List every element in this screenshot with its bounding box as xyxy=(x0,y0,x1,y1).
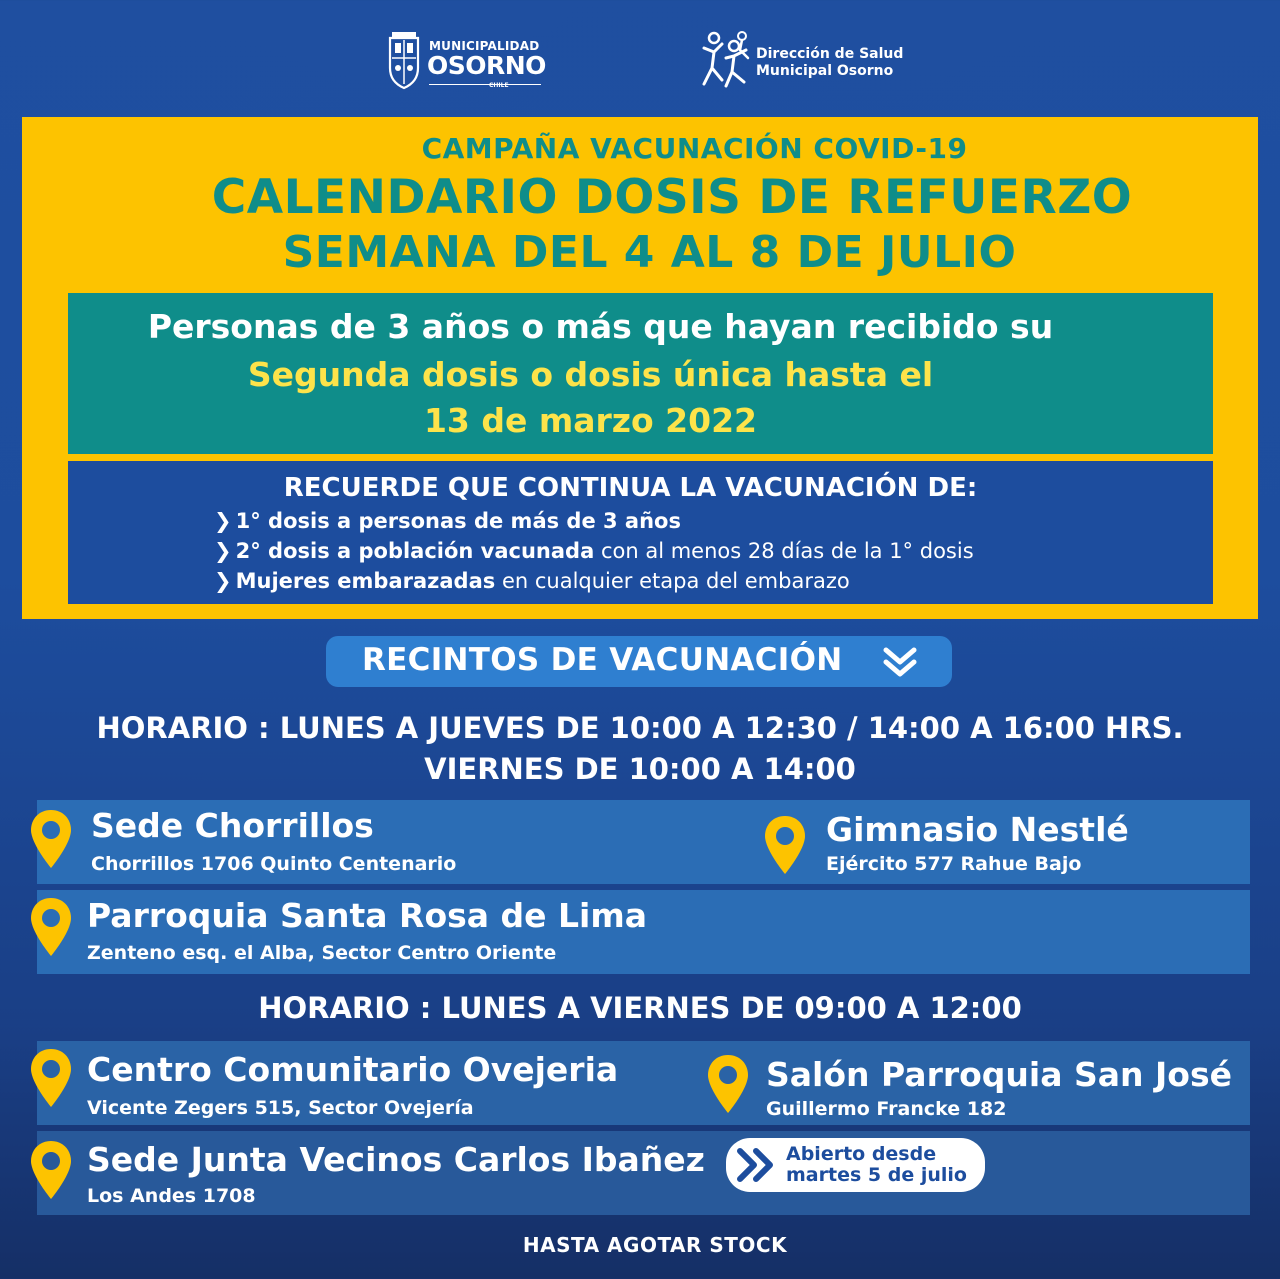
chevron-right-icon: ❯ xyxy=(214,569,232,593)
location-name: Salón Parroquia San José xyxy=(766,1055,1232,1094)
location-address: Chorrillos 1706 Quinto Centenario xyxy=(91,853,457,875)
open-date-badge xyxy=(726,1138,985,1192)
chevron-right-icon: ❯ xyxy=(214,509,232,533)
reminder-item xyxy=(214,539,974,563)
campaign-week: SEMANA DEL 4 AL 8 DE JULIO xyxy=(282,227,1017,278)
location-row xyxy=(37,800,1250,884)
location-row xyxy=(37,890,1250,974)
location-row xyxy=(37,1041,1250,1125)
recintos-header xyxy=(326,636,952,687)
campaign-kicker: CAMPAÑA VACUNACIÓN COVID-19 xyxy=(421,132,968,165)
reminder-title: RECUERDE QUE CONTINUA LA VACUNACIÓN DE: xyxy=(283,473,978,503)
location-pin-icon xyxy=(706,1053,750,1115)
municipality-rule xyxy=(429,84,541,85)
schedule-1-line1: HORARIO : LUNES A JUEVES DE 10:00 A 12:30 / 14:00 A 16:00 HRS. xyxy=(96,711,1184,745)
municipality-line1: MUNICIPALIDAD xyxy=(429,39,540,53)
location-pin-icon xyxy=(29,1047,73,1109)
reminder-item-bold: 1° dosis a personas de más de 3 años xyxy=(235,509,681,533)
health-figures-icon xyxy=(700,28,754,90)
open-badge-line2: martes 5 de julio xyxy=(786,1164,967,1186)
location-name: Sede Junta Vecinos Carlos Ibañez xyxy=(87,1140,705,1179)
location-row xyxy=(37,1131,1250,1215)
location-name: Sede Chorrillos xyxy=(91,806,374,845)
location-pin-icon xyxy=(29,1139,73,1201)
location-name: Gimnasio Nestlé xyxy=(826,810,1129,849)
double-chevron-down-icon xyxy=(882,646,918,678)
location-pin-icon xyxy=(763,814,807,876)
health-dept-line2: Municipal Osorno xyxy=(756,63,894,79)
target-line1: Personas de 3 años o más que hayan recibido su xyxy=(147,307,1054,346)
location-address: Vicente Zegers 515, Sector Ovejería xyxy=(87,1097,474,1119)
reminder-item-rest: con al menos 28 días de la 1° dosis xyxy=(594,539,974,563)
reminder-item-bold: 2° dosis a población vacunada xyxy=(235,539,595,563)
reminder-item xyxy=(214,569,850,593)
reminder-box xyxy=(68,461,1213,604)
municipality-line2: OSORNO xyxy=(427,51,546,80)
location-address: Ejército 577 Rahue Bajo xyxy=(826,853,1082,875)
double-chevron-right-icon xyxy=(736,1148,776,1182)
municipality-line3: CHILE xyxy=(489,82,509,89)
health-dept-line1: Dirección de Salud xyxy=(756,46,904,62)
target-line2: Segunda dosis o dosis única hasta el xyxy=(247,355,934,394)
campaign-title: CALENDARIO DOSIS DE REFUERZO xyxy=(211,170,1133,225)
location-pin-icon xyxy=(29,808,73,870)
open-badge-line1: Abierto desde xyxy=(786,1143,937,1165)
target-line3: 13 de marzo 2022 xyxy=(423,401,758,440)
reminder-item-rest: en cualquier etapa del embarazo xyxy=(495,569,850,593)
location-pin-icon xyxy=(29,896,73,958)
footer-stock-note: HASTA AGOTAR STOCK xyxy=(522,1233,788,1257)
municipal-shield-icon xyxy=(386,30,422,90)
location-address: Zenteno esq. el Alba, Sector Centro Oriente xyxy=(87,942,557,964)
location-address: Los Andes 1708 xyxy=(87,1185,256,1207)
location-name: Parroquia Santa Rosa de Lima xyxy=(87,896,648,935)
municipality-logo xyxy=(386,30,556,92)
chevron-right-icon: ❯ xyxy=(214,539,232,563)
reminder-item-bold: Mujeres embarazadas xyxy=(235,569,496,593)
campaign-panel xyxy=(22,117,1258,619)
target-population-box xyxy=(68,293,1213,454)
recintos-label: RECINTOS DE VACUNACIÓN xyxy=(362,642,843,678)
health-dept-logo xyxy=(700,28,910,92)
schedule-1-line2: VIERNES DE 10:00 A 14:00 xyxy=(424,752,856,786)
reminder-item xyxy=(214,509,681,533)
location-name: Centro Comunitario Ovejeria xyxy=(87,1050,619,1089)
location-address: Guillermo Francke 182 xyxy=(766,1098,1007,1120)
schedule-2-line1: HORARIO : LUNES A VIERNES DE 09:00 A 12:00 xyxy=(258,991,1022,1025)
